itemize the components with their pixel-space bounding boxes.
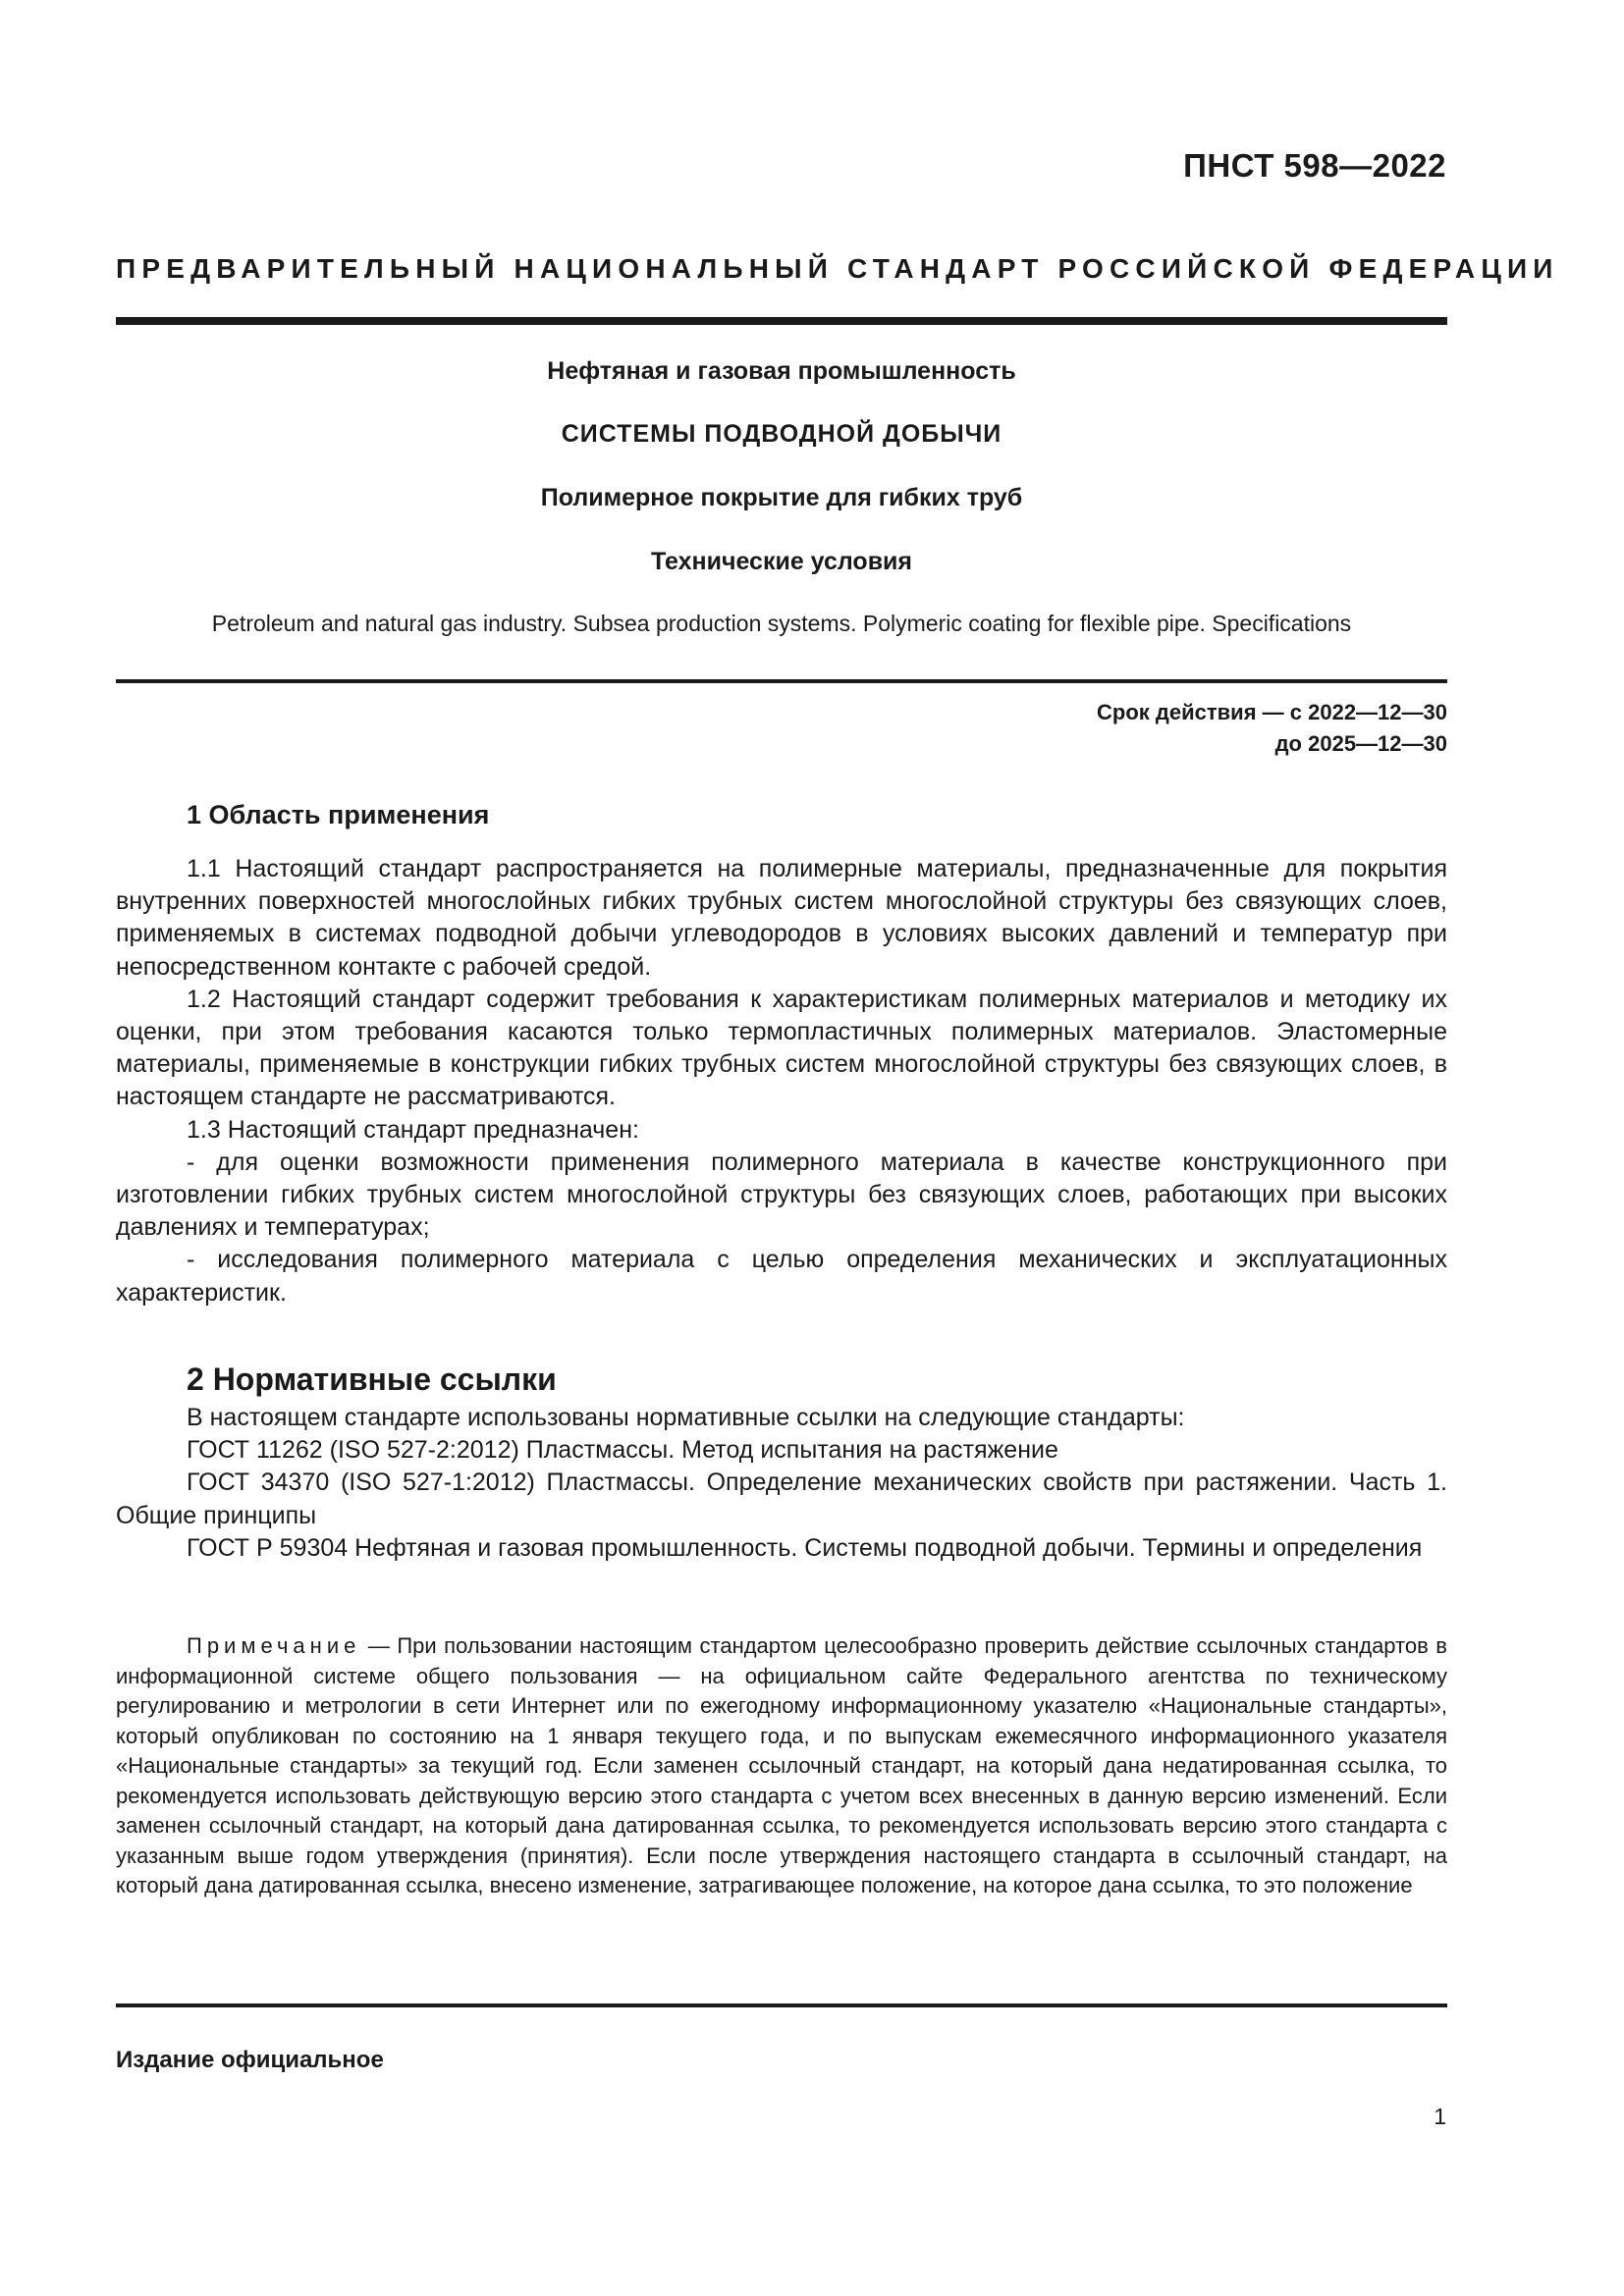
- validity-from: Срок действия — с 2022—12—30: [1097, 700, 1447, 724]
- footer-divider: [116, 2003, 1447, 2007]
- paragraph-1-1: 1.1 Настоящий стандарт распространяется на полимерные материалы, предназначенные для покрытия внутренних поверхностей многослойных гибких трубных систем многослойной структуры без связующих слоев, применяемых в системах подводной добычи углеводородов в условиях высоких давлений и температур при непосредственном контакте с рабочей средой.: [116, 855, 1447, 981]
- page-number: 1: [1434, 2104, 1446, 2129]
- section-2-body: [116, 1402, 1447, 1565]
- header-divider: [116, 317, 1447, 325]
- title-subject: Полимерное покрытие для гибких труб: [540, 484, 1023, 511]
- note-paragraph: [116, 1631, 1447, 1901]
- english-title: Petroleum and natural gas industry. Subsea production systems. Polymeric coating for flexible pipe. Specifications: [211, 611, 1352, 636]
- reference-gost-34370: ГОСТ 34370 (ISO 527-1:2012) Пластмассы. Определение механических свойств при растяжении. Часть 1. Общие принципы: [116, 1468, 1447, 1529]
- paragraph-1-3: 1.3 Настоящий стандарт предназначен:: [187, 1115, 639, 1144]
- document-number: ПНСТ 598—2022: [1183, 147, 1446, 184]
- list-item-1: - для оценки возможности применения полимерного материала в качестве конструкционного при изготовлении гибких трубных систем многослойной структуры без связующих слоев, работающих при высоких давлениях и температурах;: [116, 1148, 1447, 1242]
- reference-gost-11262: ГОСТ 11262 (ISO 527-2:2012) Пластмассы. Метод испытания на растяжение: [187, 1436, 1058, 1465]
- section-2-heading: 2 Нормативные ссылки: [187, 1362, 557, 1397]
- validity-period: [1097, 697, 1447, 760]
- standard-type-heading: ПРЕДВАРИТЕЛЬНЫЙ НАЦИОНАЛЬНЫЙ СТАНДАРТ РОССИЙСКОЙ ФЕДЕРАЦИИ: [116, 253, 1559, 284]
- title-divider: [116, 679, 1447, 683]
- reference-gost-r-59304: ГОСТ Р 59304 Нефтяная и газовая промышленность. Системы подводной добычи. Термины и определения: [187, 1533, 1423, 1562]
- section-1-body: [116, 853, 1447, 1309]
- references-intro: В настоящем стандарте использованы нормативные ссылки на следующие стандарты:: [187, 1404, 1185, 1431]
- note-text: — При пользовании настоящим стандартом целесообразно проверить действие ссылочных стандартов в информационной системе общего пользования — на официальном сайте Федерального агентства по техническому регулированию и метрологии в сети Интернет или по ежегодному информационному указателю «Национальные стандарты», который опубликован по состоянию на 1 января текущего года, и по выпускам ежемесячного информационного указателя «Национальные стандарты» за текущий год. Если заменен ссылочный стандарт, на который дана недатированная ссылка, то рекомендуется использовать действующую версию этого стандарта с учетом всех внесенных в данную версию изменений. Если заменен ссылочный стандарт, на который дана датированная ссылка, то рекомендуется использовать версию этого стандарта с указанным выше годом утверждения (принятия). Если после утверждения настоящего стандарта в ссылочный стандарт, на который дана датированная ссылка, внесено изменение, затрагивающее положение, на которое дана ссылка, то это положение: [116, 1633, 1447, 1897]
- official-edition-label: Издание официальное: [116, 2047, 384, 2073]
- title-industry: Нефтяная и газовая промышленность: [547, 357, 1016, 385]
- validity-to: до 2025—12—30: [1274, 731, 1447, 756]
- note-label: Примечание: [187, 1633, 361, 1658]
- section-1-heading: 1 Область применения: [187, 800, 490, 829]
- list-item-2: - исследования полимерного материала с целью определения механических и эксплуатационных характеристик.: [116, 1246, 1447, 1307]
- title-doc-kind: Технические условия: [650, 548, 913, 575]
- paragraph-1-2: 1.2 Настоящий стандарт содержит требования к характеристикам полимерных материалов и методику их оценки, при этом требования касаются только термопластичных полимерных материалов. Эластомерные материалы, применяемые в конструкции гибких трубных систем многослойной структуры без связующих слоев, в настоящем стандарте не рассматриваются.: [116, 985, 1447, 1111]
- title-main: СИСТЕМЫ ПОДВОДНОЙ ДОБЫЧИ: [561, 420, 1002, 448]
